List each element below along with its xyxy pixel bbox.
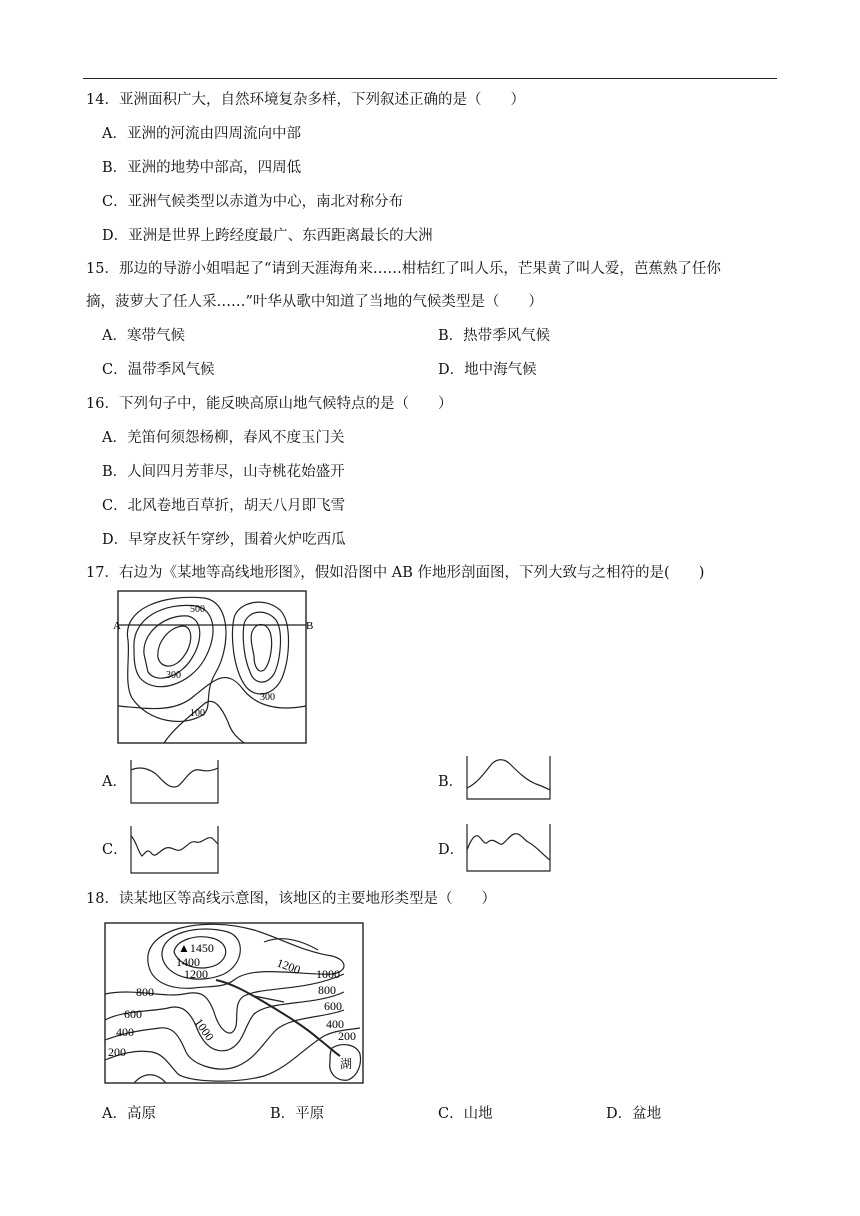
q17-option-c-label[interactable]: C． [102, 842, 128, 858]
q18-contour-400-left: 400 [116, 1025, 134, 1039]
q17-contour-300-right: 300 [260, 692, 275, 703]
q18-option-b[interactable]: B．平原 [270, 1106, 325, 1122]
q18-contour-600-right: 600 [324, 999, 342, 1013]
q16-stem: 16．下列句子中，能反映高原山地气候特点的是（ ） [86, 396, 453, 412]
q18-contour-800-left: 800 [136, 985, 154, 999]
q16-option-d[interactable]: D．早穿皮袄午穿纱，围着火炉吃西瓜 [102, 532, 346, 548]
q17-label-a: A [113, 620, 121, 632]
q18-option-c[interactable]: C．山地 [438, 1106, 493, 1122]
q15-option-c[interactable]: C．温带季风气候 [102, 362, 215, 378]
q17-label-b: B [306, 620, 314, 632]
q15-option-d[interactable]: D．地中海气候 [438, 362, 537, 378]
q18-contour-1200-left: 1200 [184, 967, 208, 981]
q17-option-a-label[interactable]: A． [102, 774, 127, 790]
q18-option-d[interactable]: D．盆地 [606, 1106, 662, 1122]
q17-contour-map [104, 588, 314, 746]
q18-contour-200-right: 200 [338, 1029, 356, 1043]
q18-contour-600-left: 600 [124, 1007, 142, 1021]
q18-lake-label: 湖 [340, 1057, 353, 1071]
q15-stem-line1: 15．那边的导游小姐唱起了“请到天涯海角来……柑桔红了叫人乐，芒果黄了叫人爱，芭蕉熟了任你 [86, 261, 721, 277]
q18-contour-800-right: 800 [318, 983, 336, 997]
q14-option-d[interactable]: D．亚洲是世界上跨经度最广、东西距离最长的大洲 [102, 228, 433, 244]
q15-stem-line2: 摘，菠萝大了任人采……”叶华从歌中知道了当地的气候类型是（ ） [86, 294, 543, 310]
q17-option-b-profile[interactable] [466, 752, 552, 802]
q18-contour-200-left: 200 [108, 1045, 126, 1059]
q14-stem: 14．亚洲面积广大，自然环境复杂多样，下列叙述正确的是（ ） [86, 92, 525, 108]
q14-option-c[interactable]: C．亚洲气候类型以赤道为中心，南北对称分布 [102, 194, 404, 210]
q14-option-b[interactable]: B．亚洲的地势中部高，四周低 [102, 160, 302, 176]
q18-peak-label: ▲1450 [178, 941, 214, 955]
q16-option-a[interactable]: A．羌笛何须怨杨柳，春风不度玉门关 [102, 430, 345, 446]
q14-option-a[interactable]: A．亚洲的河流由四周流向中部 [102, 126, 301, 142]
q16-option-b[interactable]: B．人间四月芳菲尽，山寺桃花始盛开 [102, 464, 345, 480]
q17-option-a-profile[interactable] [130, 756, 220, 806]
q17-option-d-label[interactable]: D． [438, 842, 465, 858]
header-rule [83, 78, 777, 79]
q17-option-c-profile[interactable] [130, 822, 220, 876]
q18-contour-1200-right: 1200 [274, 955, 303, 978]
q17-stem: 17．右边为《某地等高线地形图》，假如沿图中 AB 作地形剖面图，下列大致与之相符的是( ) [86, 565, 705, 581]
q18-contour-1400: 1400 [176, 955, 200, 969]
q17-contour-300-left: 300 [166, 670, 181, 681]
q18-contour-400-right: 400 [326, 1017, 344, 1031]
q15-option-b[interactable]: B．热带季风气候 [438, 328, 551, 344]
q16-option-c[interactable]: C．北风卷地百草折，胡天八月即飞雪 [102, 498, 346, 514]
q17-contour-100: 100 [190, 708, 205, 719]
q18-contour-map [104, 922, 366, 1086]
q17-contour-500: 500 [190, 604, 205, 615]
q18-contour-1000-right: 1000 [316, 967, 340, 981]
q17-option-b-label[interactable]: B． [438, 774, 464, 790]
q15-option-a[interactable]: A．寒带气候 [102, 328, 185, 344]
q18-contour-1000-left: 1000 [191, 1015, 217, 1044]
q18-option-a[interactable]: A．高原 [102, 1106, 156, 1122]
q17-option-d-profile[interactable] [466, 820, 552, 874]
q18-stem: 18．读某地区等高线示意图，该地区的主要地形类型是（ ） [86, 891, 496, 907]
